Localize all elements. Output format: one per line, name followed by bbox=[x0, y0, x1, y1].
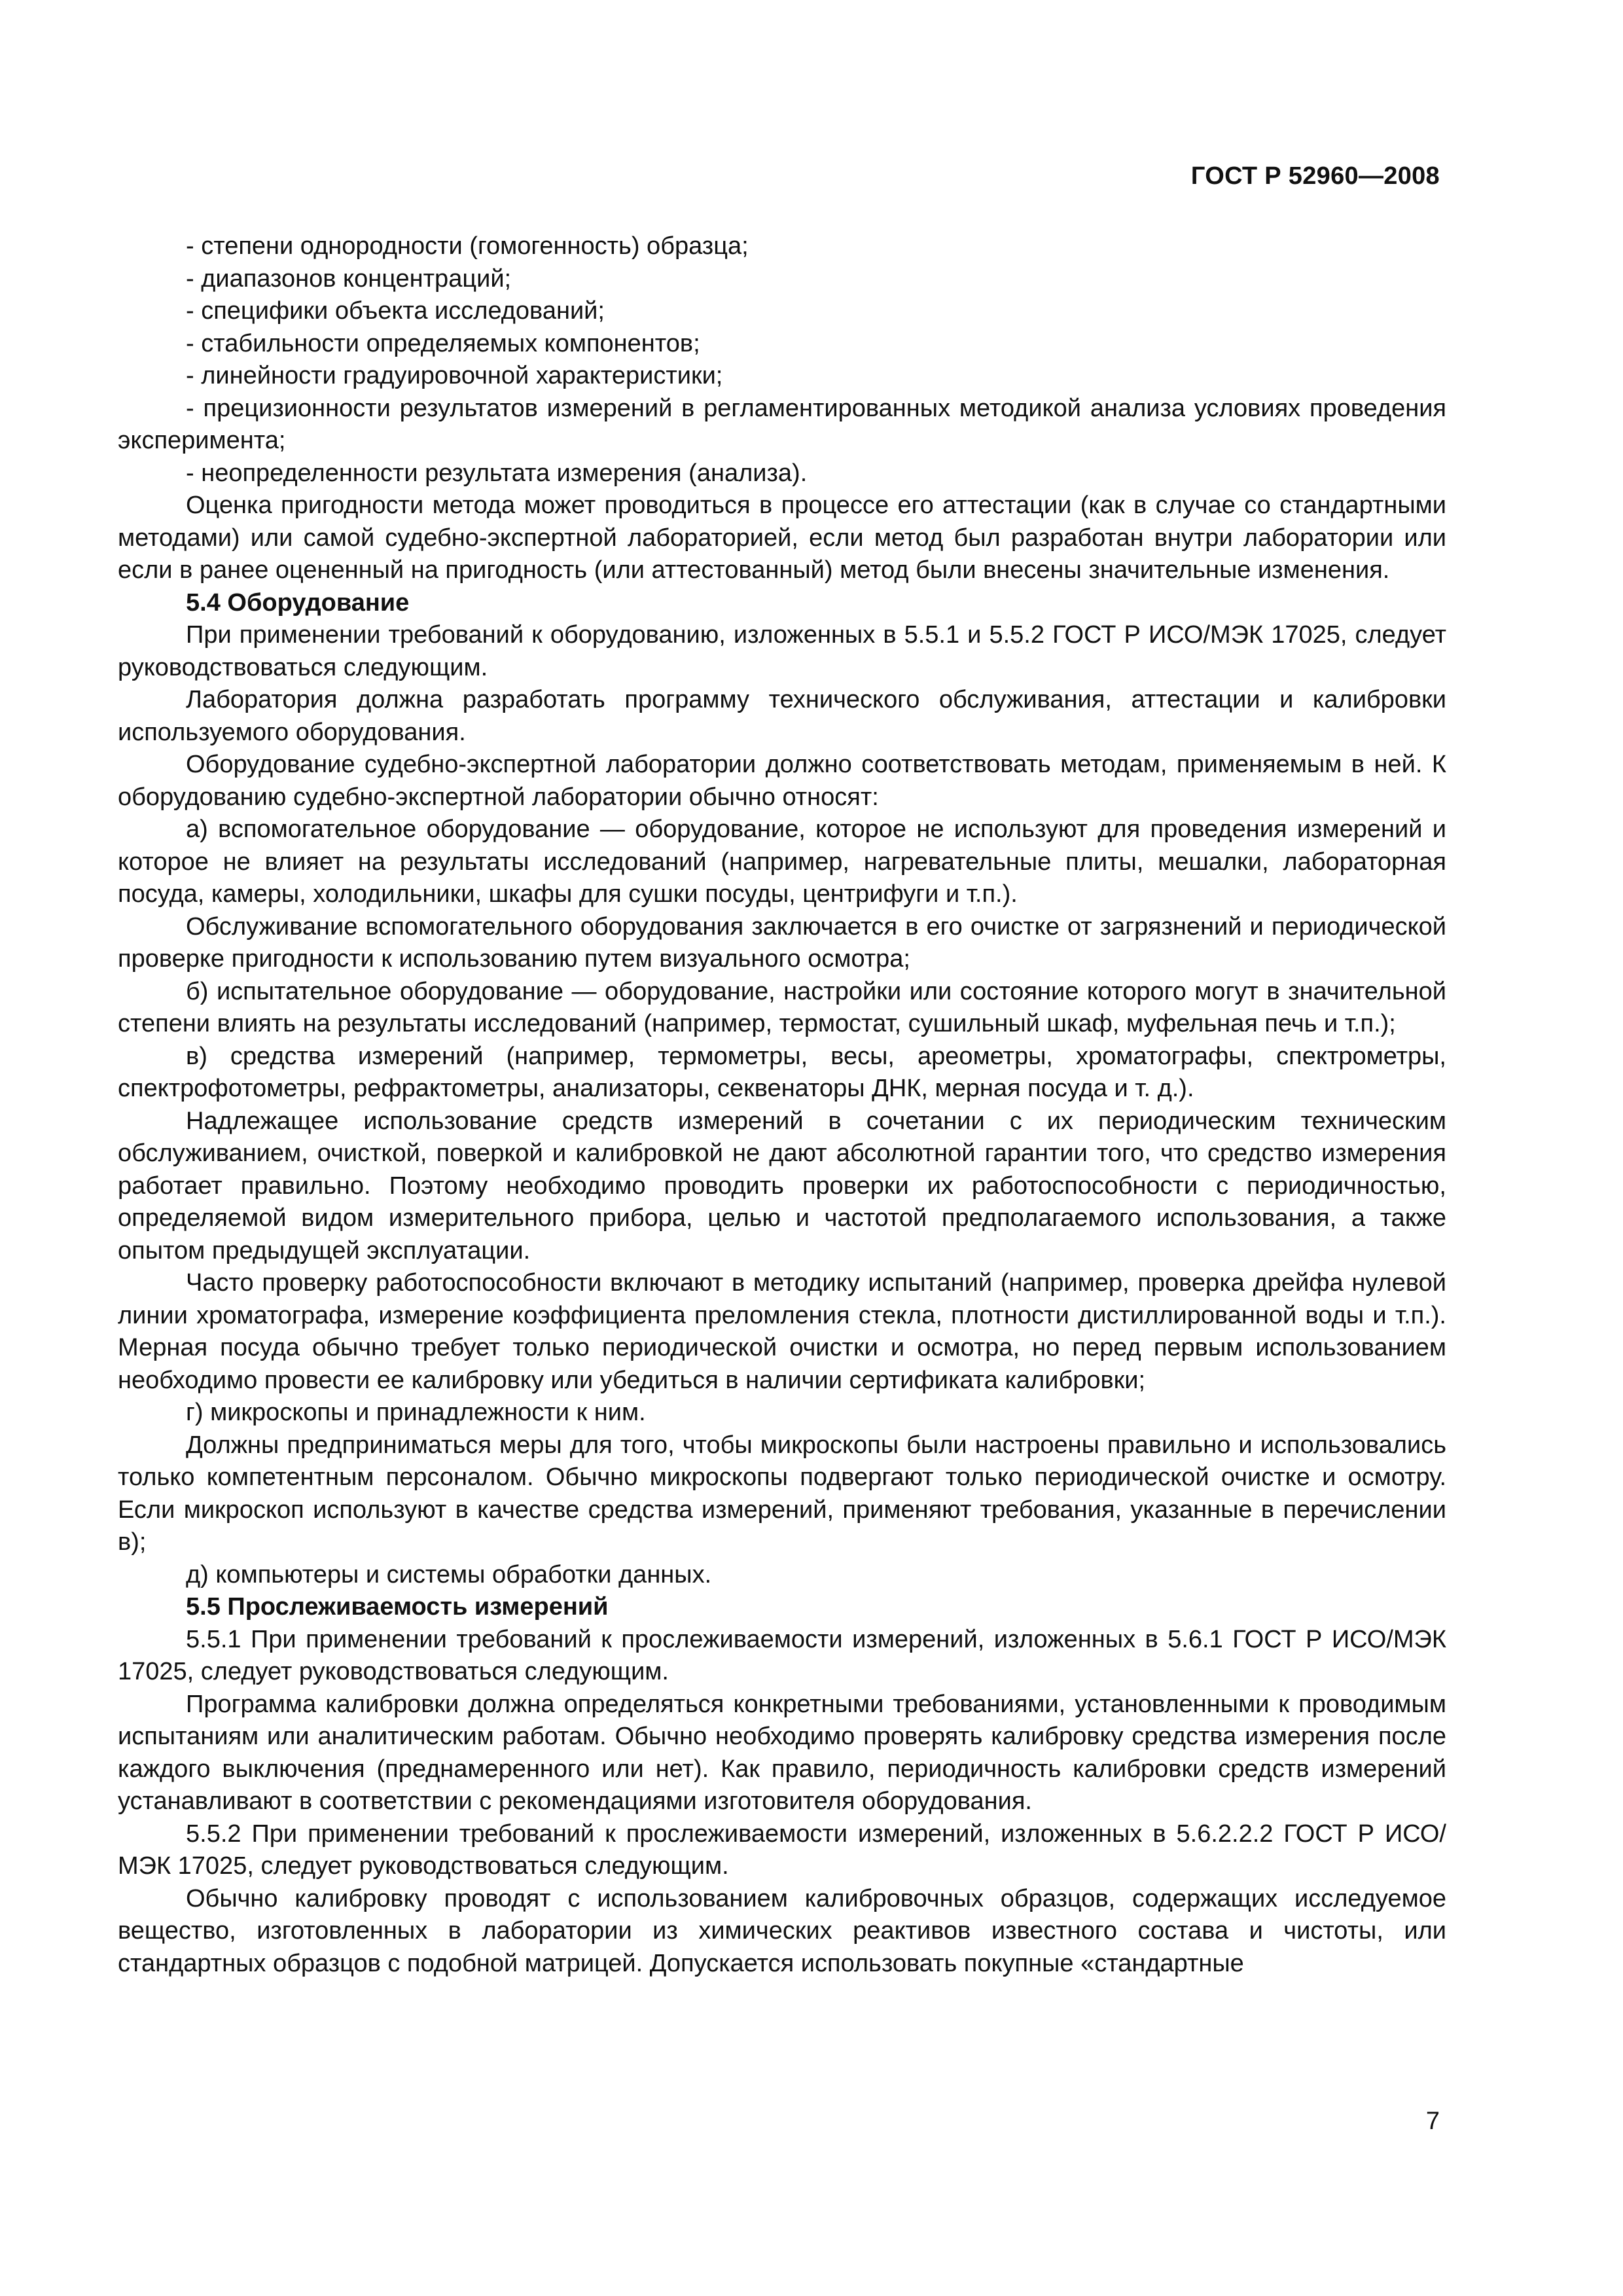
paragraph: г) микроскопы и принадлежности к ним. bbox=[186, 1399, 646, 1426]
list-item: - специфики объекта исследований; bbox=[186, 297, 605, 325]
paragraph: При применении требований к оборудованию, изложенных в 5.5.1 и 5.5.2 ГОСТ Р ИСО/МЭК 17025, следует руководствоваться следующим. bbox=[118, 621, 1446, 681]
paragraph: в) средства измерений (например, термометры, весы, ареометры, хроматографы, спектрометры, спектрофотометры, рефрактометры, анализаторы, секвенаторы ДНК, мерная посуда и т. д.). bbox=[118, 1042, 1446, 1102]
section-heading-traceability: 5.5 Прослеживаемость измерений bbox=[186, 1593, 609, 1621]
section-heading-equipment: 5.4 Оборудование bbox=[186, 588, 410, 617]
paragraph: 5.5.2 При применении требований к прослеживаемости измерений, изложенных в 5.6.2.2.2 ГОСТ Р ИСО/МЭК 17025, следует руководствоваться следующим. bbox=[118, 1820, 1446, 1880]
paragraph: Часто проверку работоспособности включают в методику испытаний (например, проверка дрейфа нулевой линии хроматографа, измерение коэффициента преломления стекла, плотности дистиллированной воды и т.п.). Мерная посуда обычно требует только периодической очистки и осмотра, но перед первым использованием необходимо провести ее калибровку или убедиться в наличии сертификата калибровки; bbox=[118, 1269, 1446, 1394]
list-item: - линейности градуировочной характеристики; bbox=[186, 362, 723, 389]
paragraph: д) компьютеры и системы обработки данных. bbox=[186, 1560, 712, 1588]
paragraph: б) испытательное оборудование — оборудование, настройки или состояние которого могут в значительной степени влиять на результаты исследований (например, термостат, сушильный шкаф, муфельная печь и т.п.); bbox=[118, 977, 1446, 1037]
paragraph: Лаборатория должна разработать программу технического обслуживания, аттестации и калибровки используемого оборудования. bbox=[118, 686, 1446, 746]
document-body bbox=[118, 230, 1446, 1980]
paragraph: Оборудование судебно-экспертной лаборатории должно соответствовать методам, применяемым в ней. К оборудованию судебно-экспертной лаборатории обычно относят: bbox=[118, 751, 1446, 811]
page-number: 7 bbox=[1425, 2108, 1440, 2135]
list-item: - неопределенности результата измерения (анализа). bbox=[186, 459, 808, 487]
document-header: ГОСТ Р 52960—2008 bbox=[1190, 162, 1440, 190]
paragraph: Оценка пригодности метода может проводиться в процессе его аттестации (как в случае со стандартными методами) или самой судебно-экспертной лабораторией, если метод был разработан внутри лаборатории или если в ранее оцененный на пригодность (или аттестованный) метод были внесены значительные изменения. bbox=[118, 492, 1446, 584]
paragraph: Обычно калибровку проводят с использованием калибровочных образцов, содержащих исследуемое вещество, изготовленных в лаборатории из химических реактивов известного состава и чистоты, или стандартных образцов с подобной матрицей. Допускается использовать покупные «стандартные bbox=[118, 1884, 1446, 1977]
paragraph: а) вспомогательное оборудование — оборудование, которое не используют для проведения измерений и которое не влияет на результаты исследований (например, нагревательные плиты, мешалки, лабораторная посуда, камеры, холодильники, шкафы для сушки посуды, центрифуги и т.п.). bbox=[118, 816, 1446, 908]
list-item: - степени однородности (гомогенность) образца; bbox=[186, 232, 749, 260]
list-item: - стабильности определяемых компонентов; bbox=[186, 329, 700, 357]
paragraph: Должны предприниматься меры для того, чтобы микроскопы были настроены правильно и использовались только компетентным персоналом. Обычно микроскопы подвергают только периодической очистке и осмотру. Если микроскоп используют в качестве средства измерений, применяют требования, указанные в перечислении в); bbox=[118, 1431, 1446, 1556]
paragraph: Обслуживание вспомогательного оборудования заключается в его очистке от загрязнений и периодической проверке пригодности к использованию путем визуального осмотра; bbox=[118, 912, 1446, 973]
list-item: - диапазонов концентраций; bbox=[186, 264, 512, 293]
list-item: - прецизионности результатов измерений в регламентированных методикой анализа условиях проведения эксперимента; bbox=[118, 394, 1446, 454]
paragraph: 5.5.1 При применении требований к прослеживаемости измерений, изложенных в 5.6.1 ГОСТ Р ИСО/МЭК 17025, следует руководствоваться следующим. bbox=[118, 1625, 1446, 1685]
paragraph: Надлежащее использование средств измерений в сочетании с их периодическим техническим обслуживанием, очисткой, поверкой и калибровкой не дают абсолютной гарантии того, что средство измерения работает правильно. Поэтому необходимо проводить проверки их работоспособности с периодичностью, определяемой видом измерительного прибора, целью и частотой предполагаемого использования, а также опытом предыдущей эксплуатации. bbox=[118, 1107, 1446, 1265]
paragraph: Программа калибровки должна определяться конкретными требованиями, установленными к проводимым испытаниям или аналитическим работам. Обычно необходимо проверять калибровку средства измерения после каждого выключения (преднамеренного или нет). Как правило, периодичность калибровки средств измерений устанавливают в соответствии с рекомендациями изготовителя оборудования. bbox=[118, 1690, 1446, 1815]
